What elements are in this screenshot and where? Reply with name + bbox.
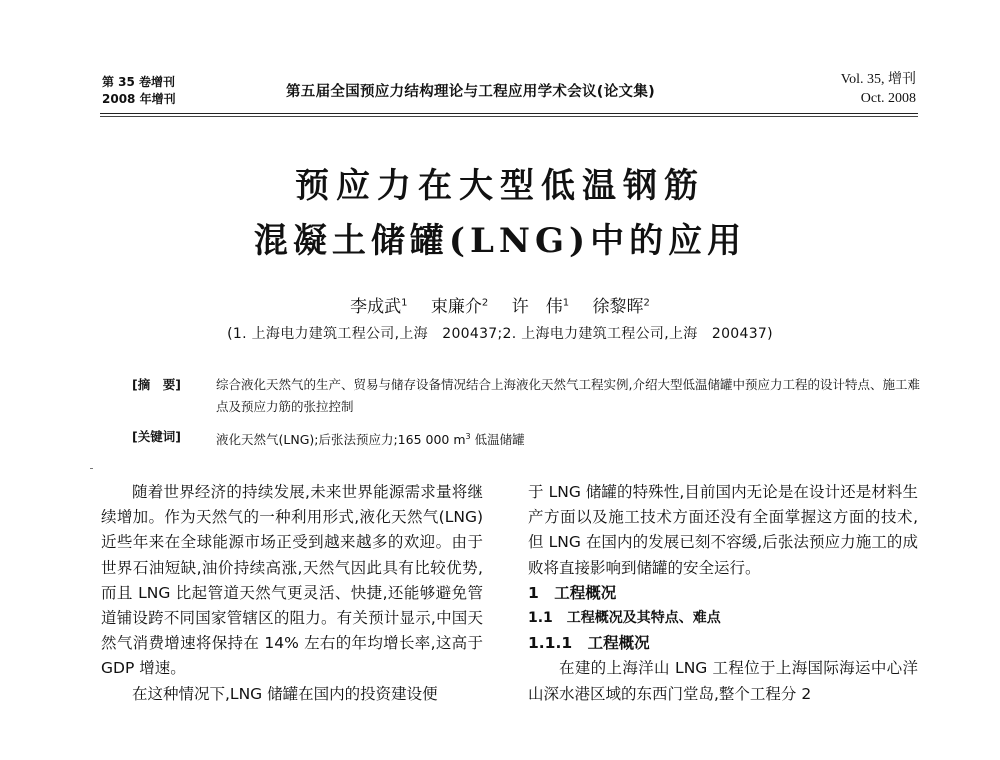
author-affil-mark: 1 — [401, 297, 408, 309]
abstract — [132, 374, 922, 418]
header-volume: 第 35 卷增刊 — [102, 75, 176, 89]
body-left-column — [101, 480, 483, 707]
keywords-tail: 低温储罐 — [470, 432, 525, 448]
scan-speck — [90, 468, 93, 469]
paper-title-line2: 混凝土储罐(LNG)中的应用 — [253, 221, 747, 261]
author — [431, 297, 488, 317]
header-year: 2008 年增刊 — [102, 92, 176, 106]
author-affil-mark: 2 — [481, 297, 489, 309]
header-date: Oct. 2008 — [860, 91, 916, 106]
body-paragraph: 在这种情况下,LNG 储罐在国内的投资建设便 — [132, 684, 438, 703]
keywords-main: 液化天然气(LNG);后张法预应力;165 000 m — [216, 432, 466, 448]
header-vol-info — [841, 70, 916, 108]
keywords-superscript: 3 — [465, 432, 471, 441]
author — [350, 297, 407, 317]
author-name: 李成武 — [350, 297, 402, 317]
body-paragraph: 在建的上海洋山 LNG 工程位于上海国际海运中心洋山深水港区域的东西门堂岛,整个工程分 2 — [528, 659, 918, 703]
keywords-label: [关键词] — [132, 429, 181, 444]
header-conference: 第五届全国预应力结构理论与工程应用学术会议(论文集) — [286, 84, 656, 100]
paper-title-line1: 预应力在大型低温钢筋 — [295, 166, 705, 206]
author-affil-mark: 1 — [562, 297, 570, 309]
author-name: 束廉介 — [430, 297, 482, 317]
section-heading: 1 工程概况 — [528, 583, 617, 602]
abstract-label: [摘 要] — [132, 377, 181, 392]
keywords — [132, 426, 922, 451]
body-paragraph: 于 LNG 储罐的特殊性,目前国内无论是在设计还是材料生产方面以及施工技术方面还没有全面掌握这方面的技术,但 LNG 在国内的发展已刻不容缓,后张法预应力施工的成败将直接影响到储罐的安全运行。 — [528, 483, 918, 577]
header-rule-thin — [100, 116, 918, 117]
affiliation: (1. 上海电力建筑工程公司,上海 200437;2. 上海电力建筑工程公司,上海 200437) — [227, 326, 773, 342]
header-rule — [100, 113, 918, 114]
header-issue — [102, 74, 176, 108]
author — [512, 297, 569, 317]
subsubsection-heading: 1.1.1 工程概况 — [528, 634, 650, 653]
author-list — [0, 292, 1000, 317]
author-name: 徐黎晖 — [592, 297, 644, 317]
header-vol: Vol. 35, 增刊 — [840, 72, 916, 87]
subsection-heading: 1.1 工程概况及其特点、难点 — [528, 610, 721, 627]
author — [592, 297, 649, 317]
body-right-column — [528, 480, 918, 707]
author-name: 许 伟 — [511, 297, 563, 317]
body-paragraph: 随着世界经济的持续发展,未来世界能源需求量将继续增加。作为天然气的一种利用形式,液化天然气(LNG)近些年来在全球能源市场正受到越来越多的欢迎。由于世界石油短缺,油价持续高涨,天然气因此具有比较优势,而且 LNG 比起管道天然气更灵活、快捷,还能够避免管道铺设跨不同国家管辖区的阻力。有关预计显示,中国天然气消费增速将保持在 14% 左右的年均增长率,这高于 GDP 增速。 — [101, 483, 483, 678]
author-affil-mark: 2 — [643, 297, 650, 309]
keywords-text — [216, 426, 922, 451]
abstract-text: 综合液化天然气的生产、贸易与储存设备情况结合上海液化天然气工程实例,介绍大型低温储罐中预应力工程的设计特点、施工难点及预应力筋的张拉控制 — [216, 377, 920, 414]
